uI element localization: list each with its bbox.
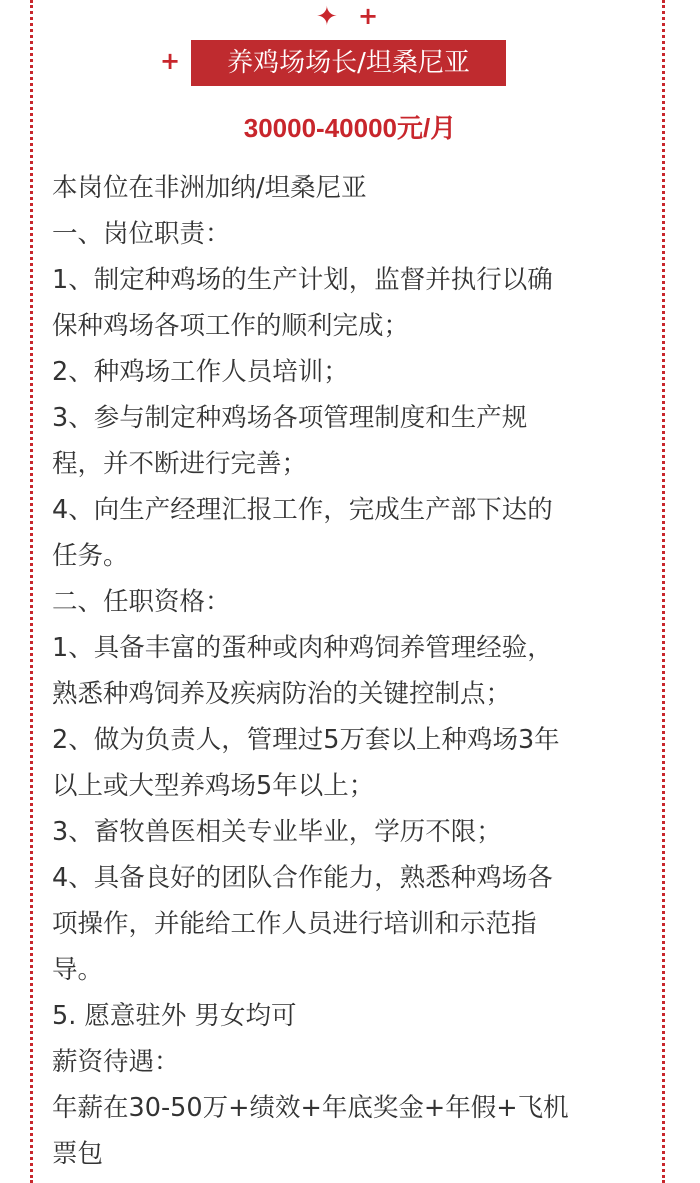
job-description bbox=[52, 165, 652, 1177]
description-line: 年薪在30-50万+绩效+年底奖金+年假+飞机 bbox=[52, 1093, 569, 1123]
right-dotted-border bbox=[662, 0, 665, 1183]
description-line: 导。 bbox=[52, 955, 104, 985]
description-line: 一、岗位职责： bbox=[52, 219, 231, 249]
description-line: 5. 愿意驻外 男女均可 bbox=[52, 1001, 297, 1031]
description-line: 2、做为负责人，管理过5万套以上种鸡场3年 bbox=[52, 725, 560, 755]
description-line: 程，并不断进行完善； bbox=[52, 449, 308, 479]
description-line: 4、具备良好的团队合作能力，熟悉种鸡场各 bbox=[52, 863, 553, 893]
description-line: 3、参与制定种鸡场各项管理制度和生产规 bbox=[52, 403, 528, 433]
description-line: 项操作，并能给工作人员进行培训和示范指 bbox=[52, 909, 537, 939]
plus-icon: + bbox=[160, 47, 181, 75]
description-line: 4、向生产经理汇报工作，完成生产部下达的 bbox=[52, 495, 553, 525]
star-icon: ✦ bbox=[316, 2, 338, 32]
salary-range: 30000-40000元/月 bbox=[243, 113, 457, 143]
job-title-banner: 养鸡场场长/坦桑尼亚 bbox=[191, 40, 506, 86]
description-line: 1、具备丰富的蛋种或肉种鸡饲养管理经验， bbox=[52, 633, 553, 663]
description-line: 熟悉种鸡饲养及疾病防治的关键控制点； bbox=[52, 679, 512, 709]
description-line: 任务。 bbox=[52, 541, 129, 571]
left-dotted-border bbox=[30, 0, 33, 1183]
description-line: 3、畜牧兽医相关专业毕业，学历不限； bbox=[52, 817, 502, 847]
plus-icon: + bbox=[358, 2, 379, 30]
description-line: 票包 bbox=[52, 1139, 104, 1169]
description-line: 2、种鸡场工作人员培训； bbox=[52, 357, 349, 387]
description-line: 二、任职资格： bbox=[52, 587, 231, 617]
description-line: 保种鸡场各项工作的顺利完成； bbox=[52, 311, 410, 341]
description-line: 本岗位在非洲加纳/坦桑尼亚 bbox=[52, 173, 367, 203]
description-line: 薪资待遇： bbox=[52, 1047, 180, 1077]
description-line: 以上或大型养鸡场5年以上； bbox=[52, 771, 375, 801]
description-line: 1、制定种鸡场的生产计划，监督并执行以确 bbox=[52, 265, 553, 295]
